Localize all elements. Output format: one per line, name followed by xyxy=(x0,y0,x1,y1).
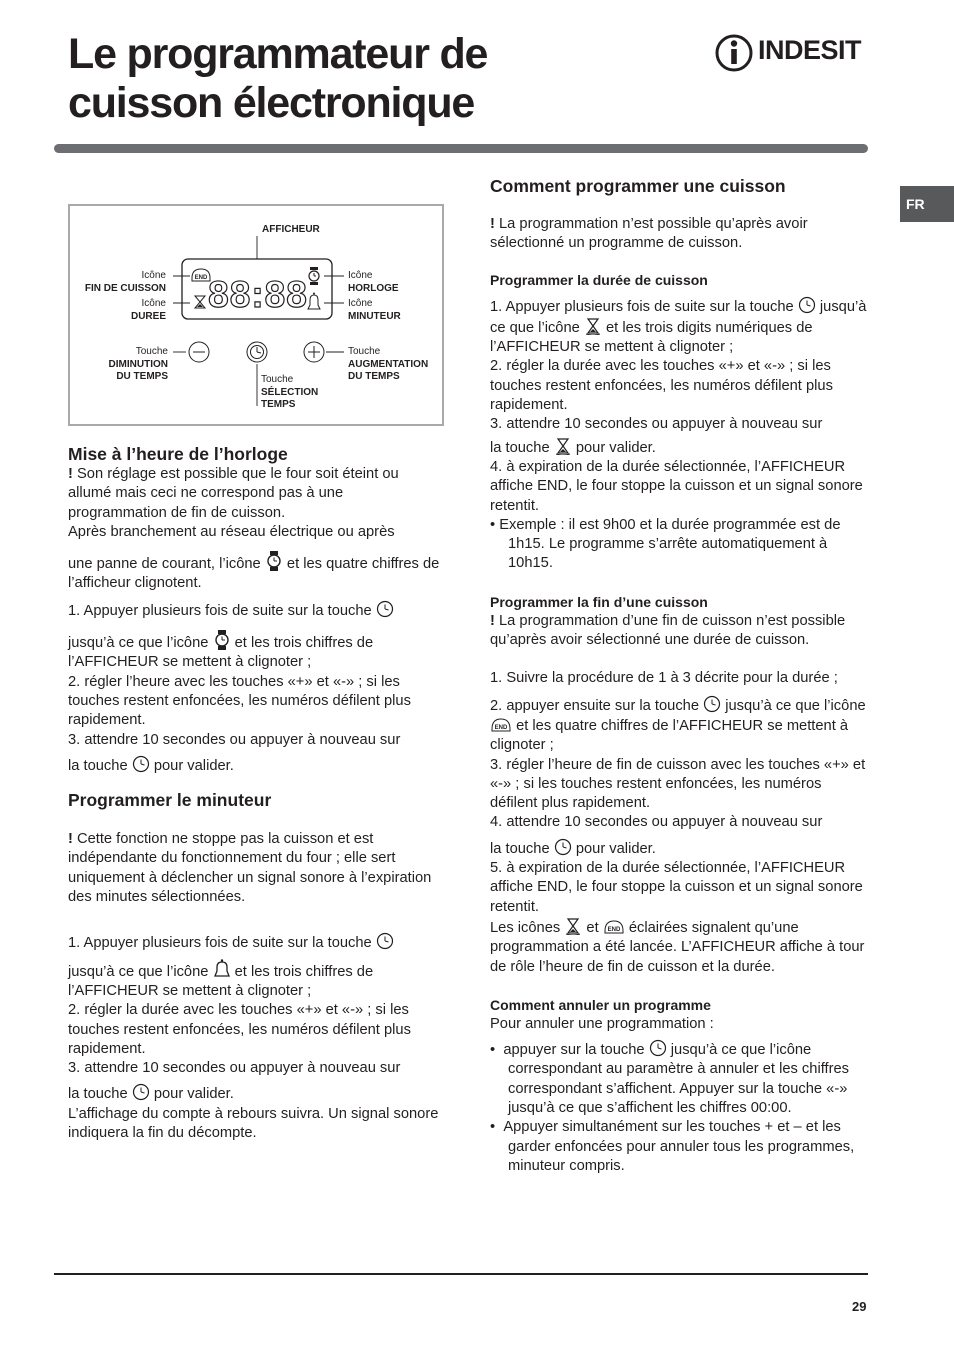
clock-icon xyxy=(798,296,816,314)
language-tab: FR xyxy=(900,186,954,222)
plus-button-icon[interactable] xyxy=(304,342,324,362)
title-line-1: Le programmateur de xyxy=(68,30,488,78)
label-selection: Touche SÉLECTION TEMPS xyxy=(261,374,319,410)
duree-example: • Exemple : il est 9h00 et la durée programmée est de 1h15. Le programme s’arrête automatiquement à 10h15. xyxy=(490,516,841,572)
page-title xyxy=(68,30,628,128)
label-minuteur: Icône MINUTEUR xyxy=(348,298,401,322)
horloge-p3: une panne de courant, l’icône et les quatre chiffres de l’afficheur clignotent. xyxy=(68,551,445,594)
clock-icon xyxy=(132,1083,150,1101)
horloge-step3: 3. attendre 10 secondes ou appuyer à nouveau sur xyxy=(68,731,401,748)
watch-icon xyxy=(309,267,319,285)
brand-logo xyxy=(714,31,872,75)
svg-text:END: END xyxy=(607,926,621,933)
horloge-step1: 1. Appuyer plusieurs fois de suite sur la touche xyxy=(68,600,445,621)
label-afficheur: AFFICHEUR xyxy=(262,224,320,235)
fin-step1: 1. Suivre la procédure de 1 à 3 décrite pour la durée ; xyxy=(490,670,838,687)
label-duree: Icône DUREE xyxy=(130,298,166,322)
header-divider xyxy=(54,144,868,153)
hourglass-icon xyxy=(584,317,602,335)
label-horloge: Icône HORLOGE xyxy=(348,270,399,294)
end-icon xyxy=(603,918,625,936)
minuteur-step3: 3. attendre 10 secondes ou appuyer à nouveau sur xyxy=(68,1060,401,1077)
brand-name: INDESIT xyxy=(758,35,862,65)
hourglass-icon xyxy=(554,437,572,455)
annuler-p1: Pour annuler une programmation : xyxy=(490,1015,714,1032)
bell-icon xyxy=(308,293,320,310)
duree-step4: 4. à expiration de la durée sélectionnée, l’AFFICHEUR affiche END, le four stoppe la cuisson et un signal sonore retentit. xyxy=(490,458,863,514)
fin-step3: 3. régler l’heure de fin de cuisson avec les touches «+» et «-» ; si les touches restent enfoncées, les numéros défilent plus rapidement. xyxy=(490,756,866,812)
bell-icon xyxy=(213,959,231,979)
clock-icon xyxy=(703,695,721,713)
horloge-step1-cont: jusqu’à ce que l’icône et les trois chiffres de l’AFFICHEUR se mettent à clignoter ; xyxy=(68,630,445,673)
title-line-2: cuisson électronique xyxy=(68,79,475,127)
minuteur-step1: 1. Appuyer plusieurs fois de suite sur la touche xyxy=(68,932,445,953)
fin-step4-cont: la touche pour valider. xyxy=(490,838,868,859)
control-panel-diagram xyxy=(68,204,444,426)
prog-note: ! La programmation n’est possible qu’après avoir sélectionné un programme de cuisson. xyxy=(490,216,808,252)
minuteur-p2: L’affichage du compte à rebours suivra. Un signal sonore indiquera la fin du décompte. xyxy=(68,1105,439,1142)
minuteur-note: ! Cette fonction ne stoppe pas la cuisson et est indépendante du fonctionnement du four ; elle sert uniquement à déclencher un signal sonore à l’expiration des minutes sélectionnées. xyxy=(68,831,432,906)
label-augmentation: Touche AUGMENTATION DU TEMPS xyxy=(348,346,429,382)
minuteur-step2: 2. régler la durée avec les touches «+» et «-» ; si les touches restent enfoncées, les numéros défilent plus rapidement. xyxy=(68,1002,411,1057)
minuteur-step1-cont: jusqu’à ce que l’icône et les trois chiffres de l’AFFICHEUR se mettent à clignoter ; xyxy=(68,959,445,1002)
clock-icon xyxy=(649,1039,667,1057)
minus-button-icon[interactable] xyxy=(189,342,209,362)
horloge-step3-cont: la touche pour valider. xyxy=(68,755,445,776)
hourglass-icon xyxy=(564,917,582,935)
clock-icon xyxy=(554,838,572,856)
clock-icon xyxy=(132,755,150,773)
brand-logo-icon xyxy=(714,31,754,75)
end-icon xyxy=(490,716,512,734)
hourglass-icon xyxy=(195,296,205,308)
footer-divider xyxy=(54,1273,868,1275)
label-fin-de-cuisson: Icône FIN DE CUISSON xyxy=(84,270,166,294)
horloge-p2: Après branchement au réseau électrique ou après xyxy=(68,523,395,540)
watch-icon xyxy=(265,551,283,571)
clock-icon xyxy=(376,600,394,618)
annuler-bullet-2: • Appuyer simultanément sur les touches + et – et les garder enfoncées pour annuler tous les programmes, minuteur compris. xyxy=(490,1119,855,1174)
minuteur-step3-cont: la touche pour valider. xyxy=(68,1083,445,1104)
clock-icon[interactable] xyxy=(247,342,267,362)
heading-minuteur: Programmer le minuteur xyxy=(68,790,272,811)
watch-icon xyxy=(213,630,231,650)
fin-note: ! La programmation d’une fin de cuisson n’est possible qu’après avoir sélectionné une durée de cuisson. xyxy=(490,612,846,649)
heading-horloge: Mise à l’heure de l’horloge xyxy=(68,444,288,464)
page-number: 29 xyxy=(852,1299,867,1314)
fin-step4: 4. attendre 10 secondes ou appuyer à nouveau sur xyxy=(490,814,823,831)
fin-step2: 2. appuyer ensuite sur la touche jusqu’à ce que l’icône END et les quatre chiffres de l’AFFICHEUR se mettent à clignoter ; xyxy=(490,695,868,756)
duree-step3-cont: la touche pour valider. xyxy=(490,437,868,458)
duree-step2: 2. régler la durée avec les touches «+» et «-» ; si les touches restent enfoncées, les numéros défilent plus rapidement. xyxy=(490,358,833,414)
fin-step5: 5. à expiration de la durée sélectionnée, l’AFFICHEUR affiche END, le four stoppe la cuisson et un signal sonore retentit. xyxy=(490,860,863,915)
annuler-bullet-1: • appuyer sur la touche jusqu’à ce que l’icône correspondant au paramètre à annuler et les chiffres correspondant s’affichent. Appuyer sur la touche «-» jusqu’à ce que s’affichent les chiffres 00:00. xyxy=(490,1039,868,1118)
horloge-step2: 2. régler l’heure avec les touches «+» et «-» ; si les touches restent enfoncées, les numéros défilent plus rapidement. xyxy=(68,673,411,729)
svg-text:END: END xyxy=(494,724,508,731)
heading-programmer: Comment programmer une cuisson xyxy=(490,176,786,196)
heading-annuler: Comment annuler un programme xyxy=(490,996,711,1013)
horloge-note: ! Son réglage est possible que le four soit éteint ou allumé mais ceci ne correspond pas à une programmation de fin de cuisson. xyxy=(68,466,399,521)
heading-duree: Programmer la durée de cuisson xyxy=(490,271,708,288)
label-diminution: Touche DIMINUTION DU TEMPS xyxy=(108,346,168,382)
display-digits: 88:88 xyxy=(208,274,308,315)
duree-step3: 3. attendre 10 secondes ou appuyer à nouveau sur xyxy=(490,416,823,433)
heading-fin: Programmer la fin d’une cuisson xyxy=(490,593,708,610)
svg-text:END: END xyxy=(194,275,208,281)
right-column xyxy=(490,176,868,1176)
fin-p2: Les icônes et END éclairées signalent qu’une programmation a été lancée. L’AFFICHEUR affiche à tour de rôle l’heure de fin de cuisson et la durée. xyxy=(490,917,868,977)
duree-step1: 1. Appuyer plusieurs fois de suite sur la touche jusqu’à ce que l’icône et les trois digits numériques de l’AFFICHEUR se mettent à clignoter ; xyxy=(490,296,868,358)
left-column xyxy=(68,444,445,1143)
clock-icon xyxy=(376,932,394,950)
